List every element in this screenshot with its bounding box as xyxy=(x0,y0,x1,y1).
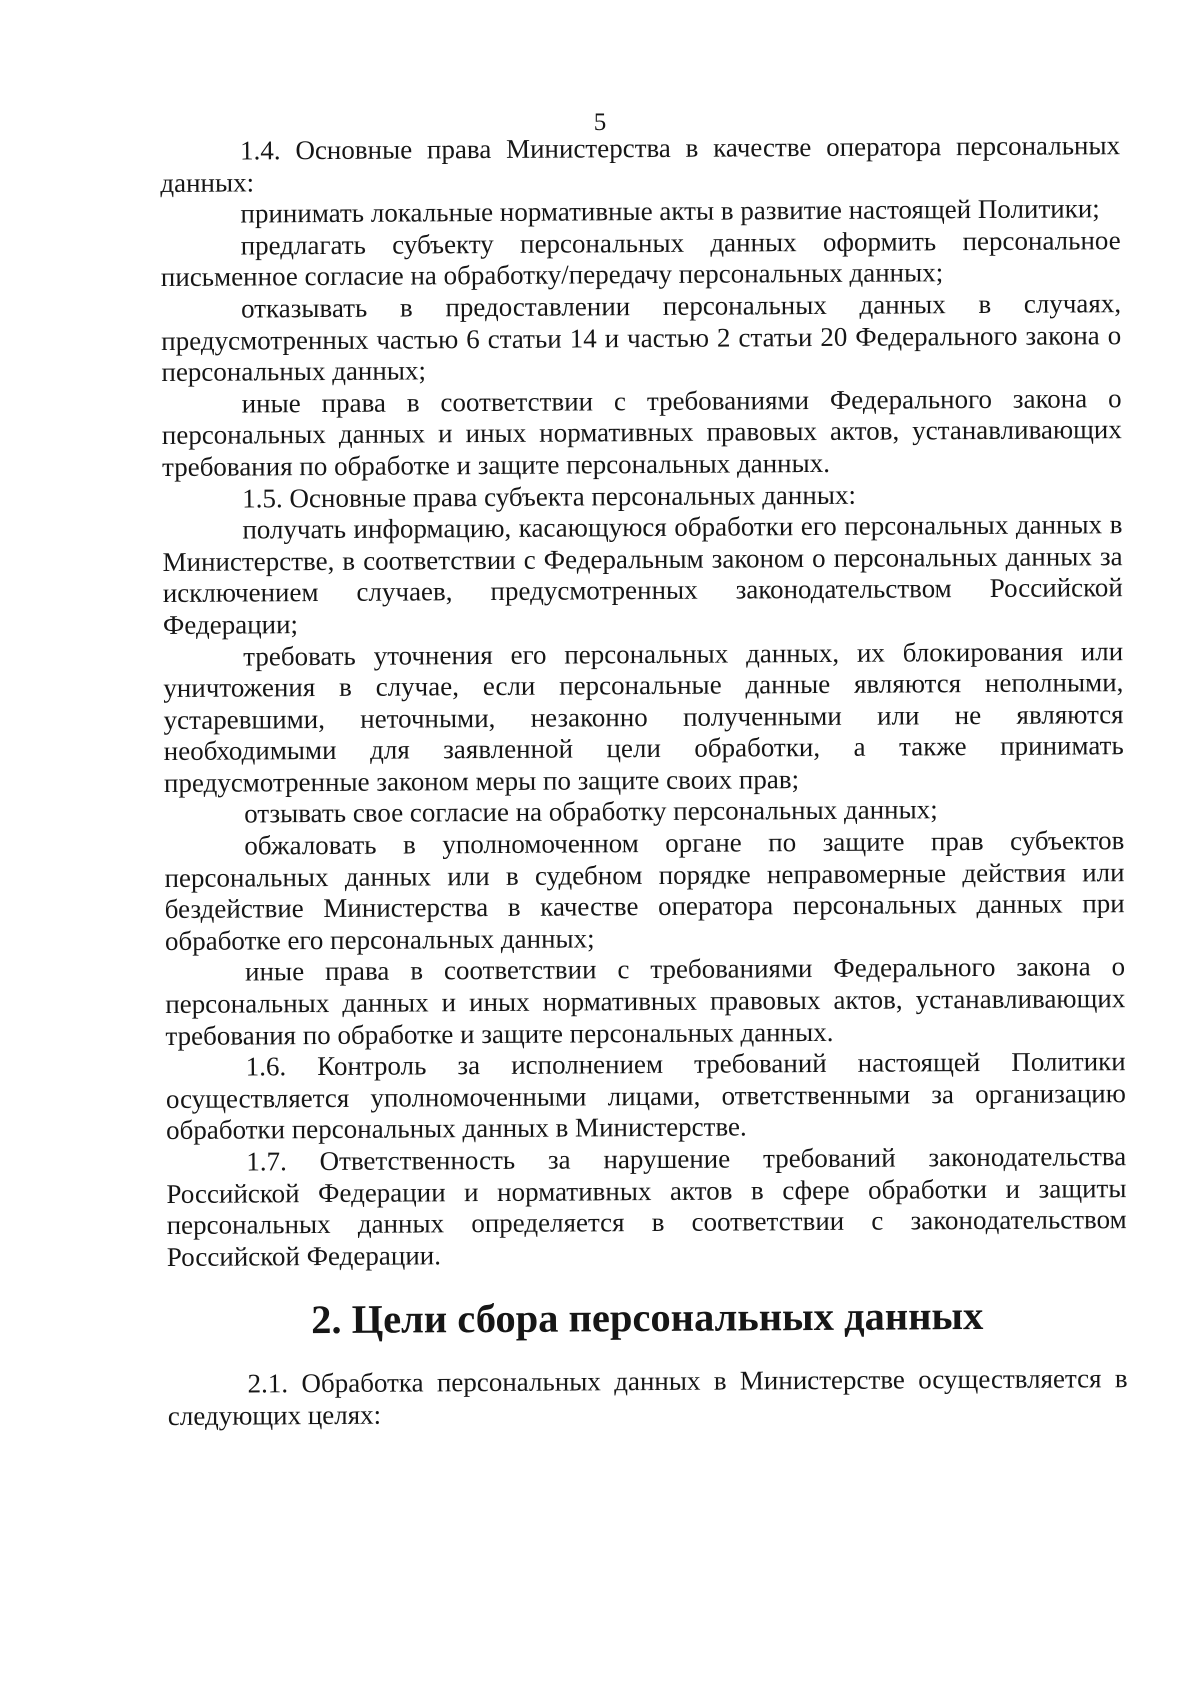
paragraph-1-5: 1.5. Основные права субъекта персональных данных: xyxy=(242,479,856,514)
paragraph-right-consent-offer: предлагать субъекту персональных данных оформить персональное письменное согласие на обработку/передачу персональных данных; xyxy=(160,224,1121,293)
paragraph-right-other-operator: иные права в соответствии с требованиями Федерального закона о персональных данных и иных нормативных правовых актов, устанавливающих требования по обработке и защите персональных данных. xyxy=(161,382,1122,482)
section-heading: 2. Цели сбора персональных данных xyxy=(310,1293,984,1343)
paragraph-1-4: 1.4. Основные права Министерства в качестве оператора персональных данных: xyxy=(160,130,1121,198)
paragraph-2-1: 2.1. Обработка персональных данных в Министерстве осуществляется в следующих целях: xyxy=(167,1363,1128,1431)
page-number: 5 xyxy=(593,109,607,136)
paragraph-right-refuse: отказывать в предоставлении персональных данных в случаях, предусмотренных частью 6 статьи 14 и частью 2 статьи 20 Федерального закона о персональных данных; xyxy=(161,288,1122,388)
paragraph-right-local-acts: принимать локальные нормативные акты в развитие настоящей Политики; xyxy=(240,193,1100,229)
paragraph-right-other-subject: иные права в соответствии с требованиями Федерального закона о персональных данных и иных нормативных правовых актов, устанавливающих требования по обработке и защите персональных данных. xyxy=(165,951,1126,1051)
paragraph-1-7: 1.7. Ответственность за нарушение требований законодательства Российской Федерации и нормативных актов в сфере обработки и защиты персональных данных определяется в соответствии с законодательством Российской Федерации. xyxy=(166,1141,1127,1272)
document-body xyxy=(160,130,1128,1432)
paragraph-right-withdraw-consent: отзывать свое согласие на обработку персональных данных; xyxy=(244,794,938,829)
paragraph-right-demand-correction: требовать уточнения его персональных данных, их блокирования или уничтожения в случае, если персональные данные являются неполными, устаревшими, неточными, незаконно полученными или не являются необходимыми для заявленной цели обработки, а также принимать предусмотренные законом меры по защите своих прав; xyxy=(163,635,1124,798)
paragraph-right-appeal: обжаловать в уполномоченном органе по защите прав субъектов персональных данных или в судебном порядке неправомерные действия или бездействие Министерства в качестве оператора персональных данных при обработке его персональных данных; xyxy=(164,825,1125,956)
paragraph-right-get-info: получать информацию, касающуюся обработки его персональных данных в Министерстве, в соответствии с Федеральным законом о персональных данных за исключением случаев, предусмотренных законодательством Российской Федерации; xyxy=(162,509,1123,640)
paragraph-1-6: 1.6. Контроль за исполнением требований настоящей Политики осуществляется уполномоченными лицами, ответственными за организацию обработки персональных данных в Министерстве. xyxy=(165,1046,1126,1146)
